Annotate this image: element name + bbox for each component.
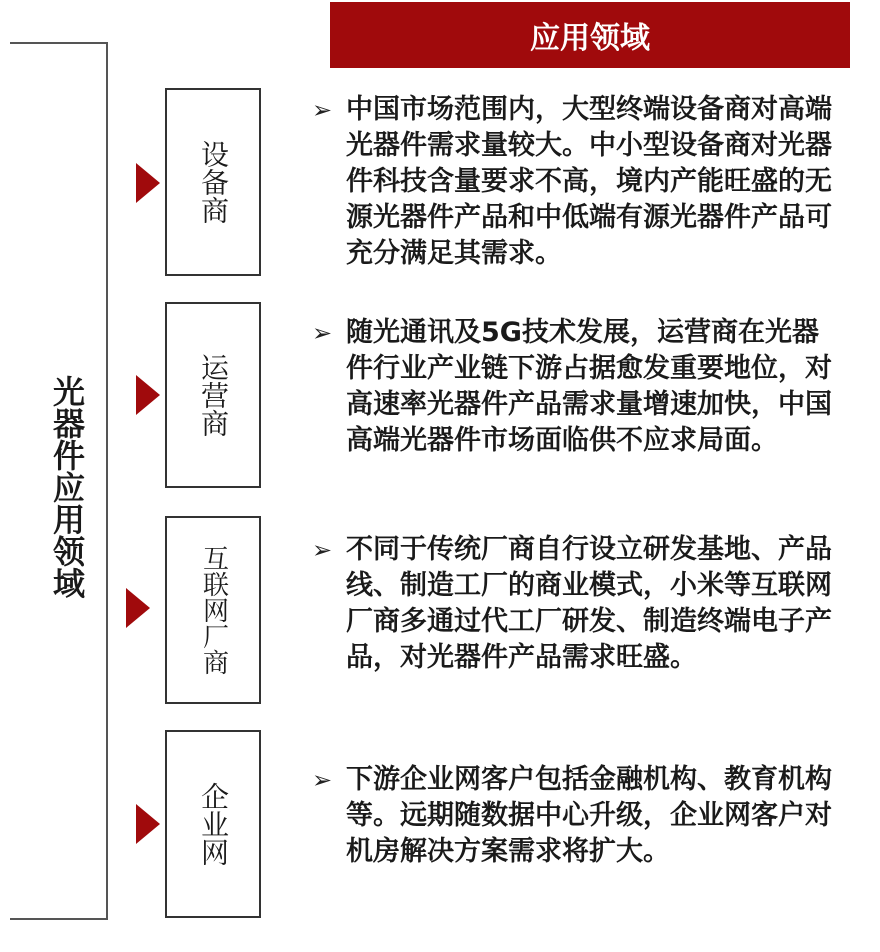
category-label: 设备商	[197, 140, 230, 224]
category-description-4	[312, 762, 842, 870]
description-text: 中国市场范围内，大型终端设备商对高端光器件需求量较大。中小型设备商对光器件科技含量要求不高，境内产能旺盛的无源光器件产品和中低端有源光器件产品可充分满足其需求。	[346, 94, 832, 269]
side-title: 光器件应用领域	[48, 375, 86, 599]
category-label: 运营商	[197, 353, 230, 437]
bullet-icon: ➢	[312, 319, 333, 347]
arrow-icon	[136, 375, 160, 415]
bullet-icon: ➢	[312, 536, 333, 564]
category-box-2	[165, 302, 261, 488]
arrow-icon	[126, 588, 150, 628]
arrow-icon	[136, 163, 160, 203]
category-description-1	[312, 92, 842, 272]
header-banner	[330, 2, 850, 68]
header-title: 应用领域	[530, 21, 650, 56]
description-text: 不同于传统厂商自行设立研发基地、产品线、制造工厂的商业模式，小米等互联网厂商多通过代工厂研发、制造终端电子产品，对光器件产品需求旺盛。	[346, 534, 832, 673]
category-label: 互联网厂商	[198, 545, 229, 675]
description-text: 下游企业网客户包括金融机构、教育机构等。远期随数据中心升级，企业网客户对机房解决方案需求将扩大。	[346, 764, 832, 867]
category-label: 企业网	[197, 782, 230, 866]
bullet-icon: ➢	[312, 96, 333, 124]
category-description-3	[312, 532, 842, 676]
description-text: 随光通讯及5G技术发展，运营商在光器件行业产业链下游占据愈发重要地位，对高速率光器件产品需求量增速加快，中国高端光器件市场面临供不应求局面。	[346, 317, 832, 456]
arrow-icon	[136, 804, 160, 844]
category-description-2	[312, 315, 842, 459]
category-box-4	[165, 730, 261, 918]
category-box-3	[165, 516, 261, 704]
category-box-1	[165, 88, 261, 276]
bullet-icon: ➢	[312, 766, 333, 794]
